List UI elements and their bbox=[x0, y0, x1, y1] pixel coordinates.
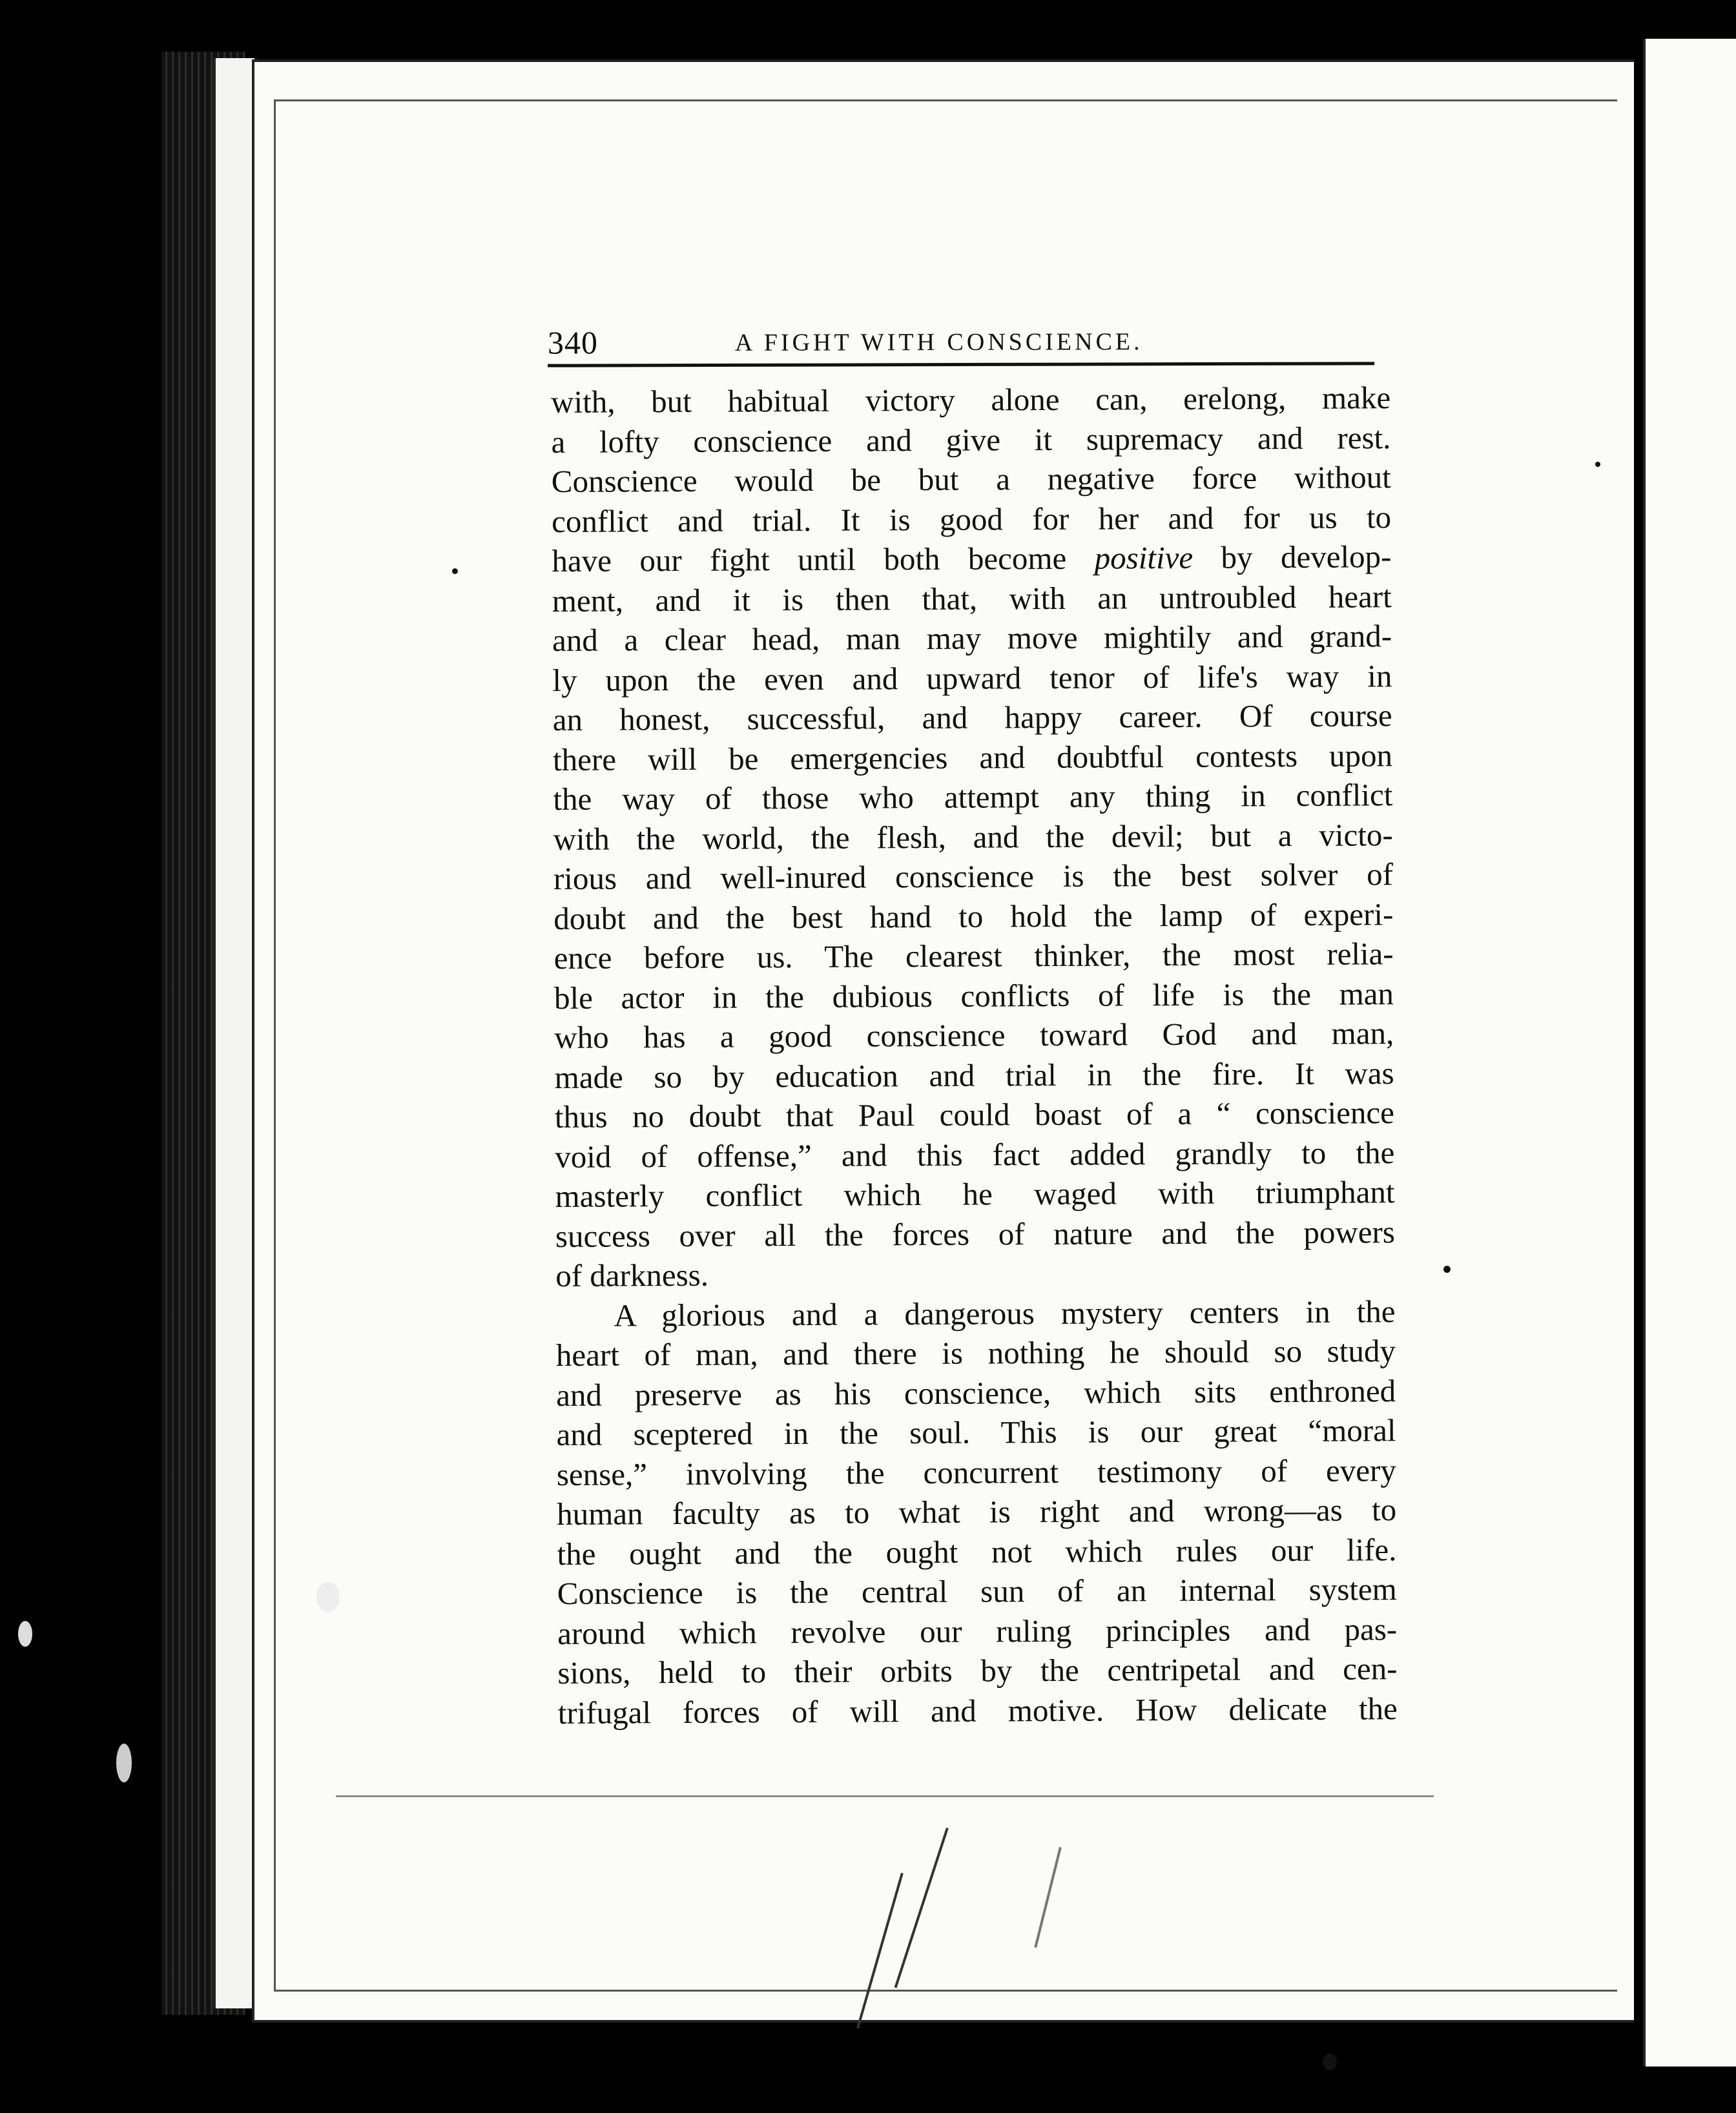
text-line: success over all the forces of nature and the powers bbox=[555, 1213, 1396, 1254]
text-line: the ought and the ought not which rules our life. bbox=[557, 1531, 1397, 1572]
ink-speck bbox=[18, 1621, 32, 1647]
text-line: and preserve as his conscience, which sits enthroned bbox=[556, 1372, 1396, 1413]
text-line: sense,” involving the concurrent testimony of every bbox=[556, 1452, 1396, 1492]
text-line: of darkness. bbox=[555, 1257, 709, 1294]
text-line: trifugal forces of will and motive. How delicate the bbox=[557, 1690, 1398, 1731]
paper-crease bbox=[336, 1795, 1434, 1798]
text-line: thus no doubt that Paul could boast of a “ conscience bbox=[554, 1095, 1395, 1135]
running-header bbox=[548, 322, 1374, 367]
text-line: masterly conflict which he waged with triumphant bbox=[555, 1174, 1395, 1214]
text-line: sions, held to their orbits by the centripetal and cen- bbox=[557, 1651, 1398, 1691]
ink-speck bbox=[1595, 462, 1600, 467]
text-line: ly upon the even and upward tenor of life's way in bbox=[552, 657, 1392, 698]
ink-speck bbox=[1323, 2054, 1337, 2070]
text-line: who has a good conscience toward God and man, bbox=[554, 1015, 1394, 1055]
text-line: A glorious and a dangerous mystery centers in the bbox=[614, 1293, 1396, 1334]
text-line: with the world, the flesh, and the devil; but a victo- bbox=[553, 816, 1393, 857]
page-right-edge bbox=[1634, 39, 1643, 2067]
ink-speck bbox=[1443, 1266, 1451, 1273]
text-line: heart of man, and there is nothing he should so study bbox=[555, 1333, 1396, 1373]
text-run: by develop- bbox=[1192, 539, 1392, 575]
text-line: the way of those who attempt any thing in conflict bbox=[553, 777, 1393, 817]
page-number: 340 bbox=[547, 324, 599, 361]
text-line: Conscience would be but a negative force without bbox=[551, 459, 1391, 499]
running-title: A FIGHT WITH CONSCIENCE. bbox=[734, 328, 1143, 356]
text-line: Conscience is the central sun of an internal system bbox=[557, 1571, 1397, 1611]
text-line: doubt and the best hand to hold the lamp of experi- bbox=[553, 896, 1394, 936]
italic-word: positive bbox=[1094, 539, 1194, 576]
text-line: void of offense,” and this fact added grandly to the bbox=[555, 1134, 1395, 1175]
page-bottom-edge bbox=[323, 2023, 1640, 2113]
book-edge bbox=[0, 0, 271, 2113]
spine-strip bbox=[213, 58, 257, 2008]
text-run: have our fight until both become bbox=[552, 540, 1095, 579]
text-line: around which revolve our ruling principles and pas- bbox=[557, 1611, 1398, 1651]
text-line: and a clear head, man may move mightily and grand- bbox=[552, 618, 1392, 658]
text-line: made so by education and trial in the fire. It was bbox=[554, 1055, 1394, 1095]
text-line: with, but habitual victory alone can, erelong, make bbox=[551, 380, 1391, 420]
text-line: a lofty conscience and give it supremacy and rest. bbox=[551, 419, 1391, 460]
text-line: conflict and trial. It is good for her and for us to bbox=[551, 499, 1392, 539]
text-line: ence before us. The clearest thinker, the most relia- bbox=[553, 936, 1394, 976]
next-page-sliver bbox=[1643, 39, 1736, 2067]
text-line: ment, and it is then that, with an untroubled heart bbox=[552, 578, 1392, 619]
text-line: and sceptered in the soul. This is our great “moral bbox=[556, 1412, 1396, 1452]
text-line: rious and well-inured conscience is the best solver of bbox=[553, 856, 1394, 896]
text-line: ble actor in the dubious conflicts of life is the man bbox=[553, 975, 1394, 1016]
text-line: an honest, successful, and happy career. Of course bbox=[552, 697, 1392, 737]
ink-speck bbox=[452, 568, 458, 574]
text-line: there will be emergencies and doubtful contests upon bbox=[552, 737, 1393, 778]
ink-speck bbox=[116, 1744, 132, 1782]
ink-speck bbox=[316, 1582, 340, 1612]
text-line bbox=[552, 537, 1391, 581]
body-text bbox=[551, 378, 1398, 1733]
text-line: human faculty as to what is right and wrong—as to bbox=[557, 1492, 1397, 1532]
